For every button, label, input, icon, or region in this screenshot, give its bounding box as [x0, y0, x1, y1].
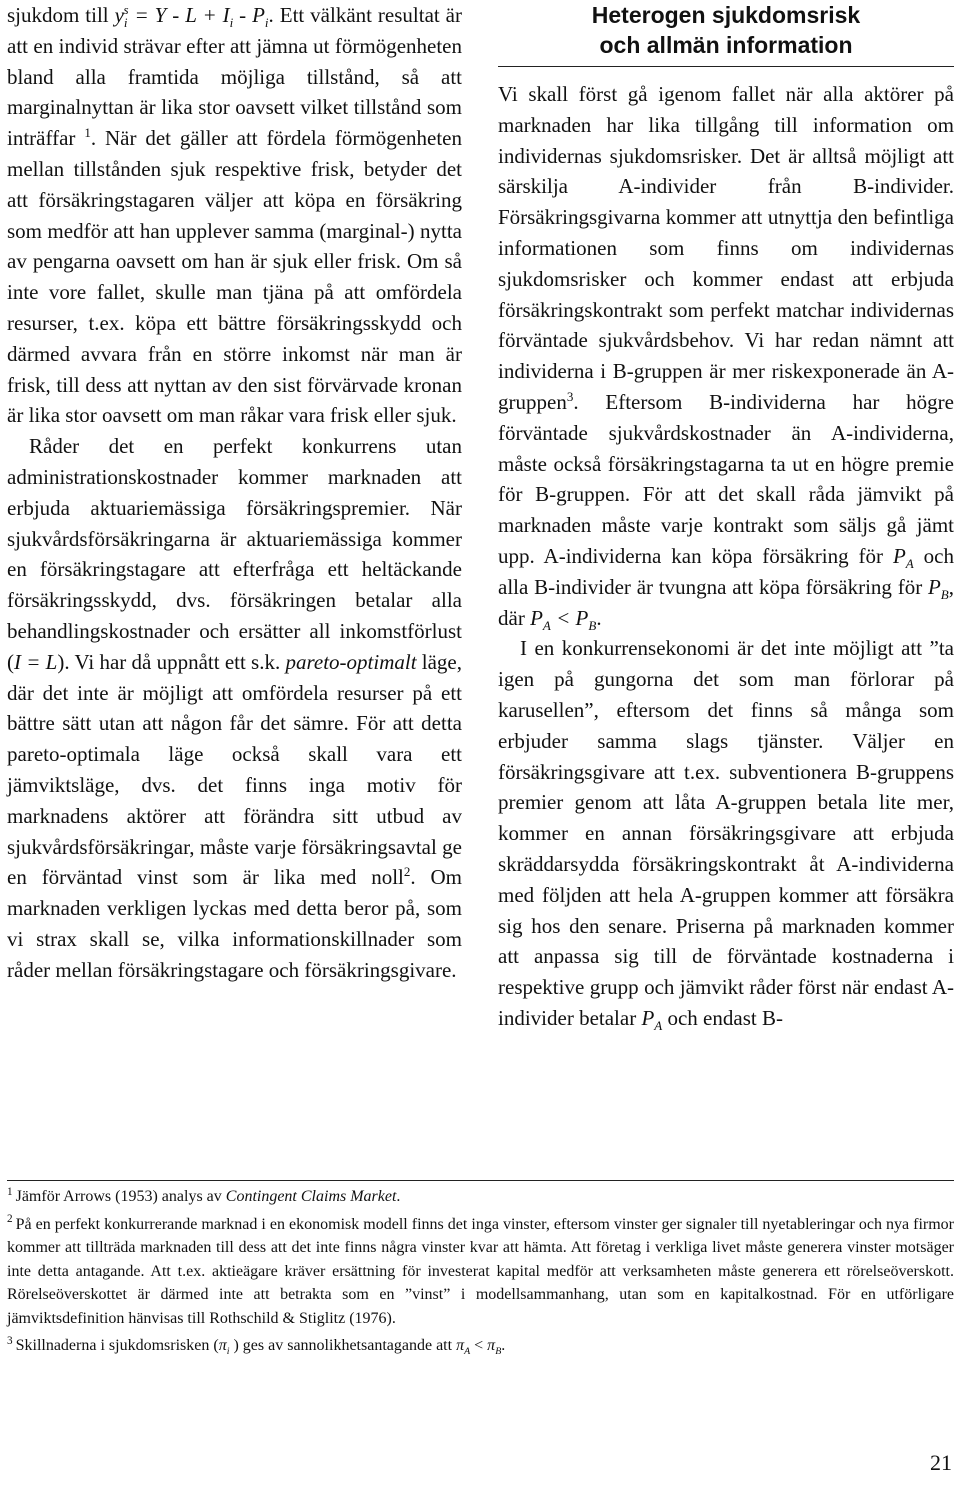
footnote-1: $^1$ Jämför Arrows (1953) analys av Contingent Claims Market.: [7, 1185, 401, 1205]
symbol-pa: $P_A$: [641, 1005, 663, 1034]
footnote-ref-2: 2: [403, 864, 411, 880]
right-column: [498, 0, 954, 1034]
footnote-ref-3: 3: [566, 388, 574, 404]
left-paragraph-1: [7, 0, 462, 431]
inequality: $P_A < P_B$: [530, 605, 597, 633]
footnote-2: $^2$ På en perfekt konkurrerande marknad i en ekonomisk modell finns det inga vinster, eftersom vinster ger signaler till nyetableringar och nya firmor kommer att tillträda marknaden till dess att det inte finns några vinster kvar att hämta. Att företag i verkliga livet måste generera vinster motsäger inte detta antagande. Att t.ex. aktieägare kräver ersättning för investerat kapital medför att verksamheten måste generera ett rörelseöverskott. Rörelseöverskottet är därmed inte att betrakta som en ”vinst” i modellsammanhang, utan som en kapitalkostnad. För en utförligare jämviktsdefinition hänvisas till Rothschild & Stiglitz (1976).: [7, 1213, 954, 1327]
section-heading: Heterogen sjukdomsrisk och allmän information: [591, 2, 861, 58]
text-run: . Ett välkänt resultat är att en individ strävar efter att jämna ut förmögenheten bland alla framtida möjliga tillstånd, så att marginalnyttan är lika stor oavsett vilket tillstånd som inträffar: [7, 3, 463, 151]
right-paragraph-2: I en konkurrensekonomi är det inte möjligt att ”ta igen på gungorna det som man förlorar på karusellen”, eftersom det finns så många som erbjuder samma slags tjänster. Väljer en försäkringsgivare att t.ex. subventionera B-gruppens premier genom att låta A-gruppen betala lite mer, kommer en annan försäkringsgivare att erbjuda skräddarsydda försäkringskontrakt åt A-individerna med följden att hela A-gruppen kommer att försäkra sig hos den senare. Priserna på marknaden kommer att anpassa sig till de förväntade kostnaderna i respektive grupp och jämvikt råder först när endast A-individer betalar $P_A$ och endast B-: [498, 636, 954, 1034]
footnote-3: $^3$ Skillnaderna i sjukdomsrisken ($\pi_i$ ) ges av sannolikhetsantagande att $\pi_A < \pi_B$.: [7, 1334, 506, 1358]
text-run: . När det gäller att fördela förmögenheten mellan tillstånden sjuk respektive frisk, betyder det att försäkringstagaren väljer att köpa en försäkring som medför att han upplever samma (marginal-) nytta av pengarna oavsett om han är sjuk eller frisk. Om så inte vore fallet, skulle man tjäna på att omfördela resurser, t.ex. köpa ett bättre försäkringsskydd och därmed avvara från en större inkomst när man är frisk, till dess att nyttan av den sist förvärvade kronan är lika stor oavsett om man råkar vara frisk eller sjuk.: [7, 126, 462, 428]
left-paragraph-2: Råder det en perfekt konkurrens utan administrationskostnader kommer marknaden att erbjuda aktuariemässiga försäkringspremier. När sjukvårdsförsäkringarna är aktuariemässiga kommer en försäkringstagare att efterfråga ett heltäckande försäkringsskydd, dvs. försäkringen betalar alla behandlingskostnader och ersätter all inkomstförlust (I = L). Vi har då uppnått ett s.k. pareto-optimalt läge, där det inte är möjligt att omfördela resurser på ett bättre sätt utan att någon får det sämre. För att detta pareto-optimala läge också skall vara ett jämviktsläge, dvs. det finns inga motiv för marknadens aktörer att förändra sitt utbud av sjukvårdsförsäkringar, måste varje försäkringsavtal ge en förväntad vinst som är lika med noll$^2$. Om marknaden verkligen lyckas med detta beror på, som vi strax skall se, vilka informationskillnader som råder mellan försäkringstagare och försäkringsgivare.: [7, 434, 463, 982]
symbol-pb: $P_B$: [927, 574, 949, 602]
right-paragraph-1: Vi skall först gå igenom fallet när alla aktörer på marknaden har lika tillgång till information om individernas sjukdomsrisker. Det är alltså möjligt att särskilja A-individer från B-individer. Försäkringsgivarna kommer att utnyttja den befintliga informationen som finns om individernas sjukdomsrisker och kommer endast att erbjuda försäkringskontrakt som perfekt matchar individernas förväntade sjukvårdsbehov. Vi har redan nämnt att individerna i B-gruppen är mer riskexponerade än A-gruppen$^3$. Eftersom B-individerna har högre förväntade sjukvårdskostnader än A-individerna, måste också försäkringstagarna ta ut en högre premie för B-gruppen. För att det skall råda jämvikt på marknaden måste varje kontrakt som säljs gå jämt upp. A-individerna kan köpa försäkring för $P_A$ och alla B-individer är tvungna att köpa försäkring för $P_B$, där $P_A < P_B$.: [498, 82, 954, 633]
page-number: 21: [930, 1450, 952, 1475]
footnote-ref-1: 1: [84, 125, 91, 141]
footnote-rule: [7, 1180, 954, 1181]
heading-rule: [498, 66, 954, 67]
italic-term: pareto-optimalt: [285, 649, 417, 674]
equation-inline: I = L: [14, 649, 58, 674]
text-run: sjukdom till: [7, 3, 115, 27]
formula: $y_i^s = Y - L + I_i - P_i$: [114, 2, 269, 31]
left-column: [7, 0, 462, 986]
footnotes: [7, 1180, 954, 1362]
symbol-pa: $P_A$: [892, 543, 914, 572]
